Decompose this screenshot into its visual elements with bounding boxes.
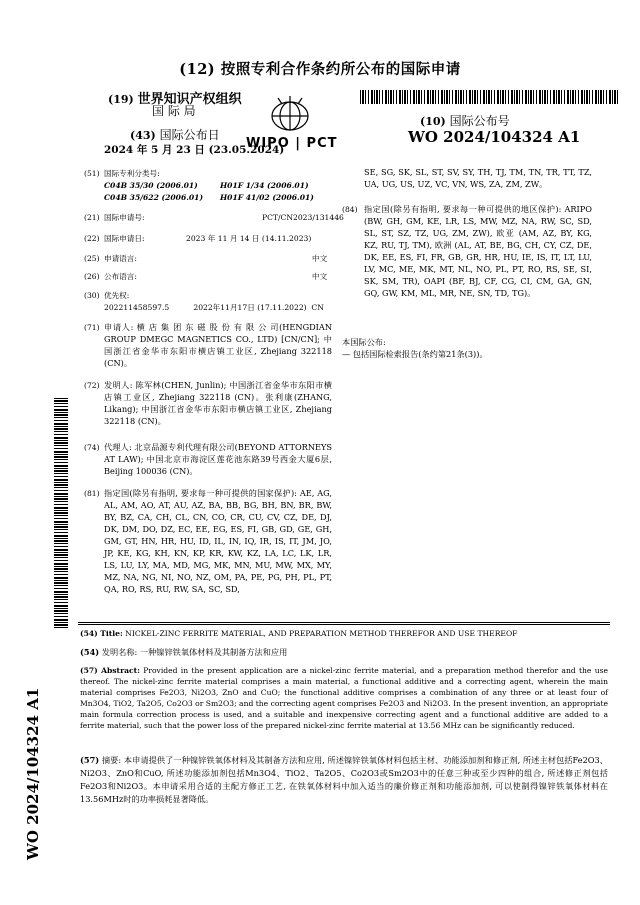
- agent-text: 代理人: 北京品源专利代理有限公司(BEYOND ATTORNEYS AT LAW); 中国北京市海淀区莲花池东路39号西金大厦6层, Beijing 100036 (CN)。: [104, 442, 332, 476]
- abstract-en-num: (57): [80, 666, 98, 675]
- wipo-pct-logo: WIPO | PCT: [246, 136, 338, 151]
- pubdate-label: 国际公布日: [159, 128, 220, 142]
- ipc-r1c2: H01F 1/34 (2006.01): [220, 181, 309, 190]
- filing-label: 国际申请日:: [104, 234, 145, 243]
- designated-nat-cont: SE, SG, SK, SL, ST, SV, SY, TH, TJ, TM, TN, TR, TT, TZ, UA, UG, US, UZ, VC, VN, WS, ZA, ZM, ZW。: [364, 167, 592, 189]
- ipc-r2c1: C04B 35/622 (2006.01): [104, 193, 204, 202]
- pubdate-value: 2024 年 5 月 23 日 (23.05.2024): [104, 144, 285, 156]
- pubdate-num: (43): [130, 129, 156, 142]
- filing-value: 2023 年 11 月 14 日 (14.11.2023): [186, 234, 312, 243]
- appno-num: (21): [84, 213, 100, 222]
- abstract-cn-label: 摘要:: [101, 755, 122, 765]
- title-cn-label: 发明名称:: [101, 647, 138, 657]
- designated-nat-text: 指定国(除另有指明, 要求每一种可提供的国家保护): AE, AG, AL, AM, AO, AT, AU, AZ, BA, BB, BG, BH, BN, BR, BW, BY, BZ, CA, CH, CL, CN, CO, CR, CU, CV, CZ, DE, DJ, DK, DM, DO, DZ, EC, EE, EG, ES, FI, GB, GD, GE, GH, GM, GT, HN, HR, HU, ID, IL, IN, IQ, IR, IS, IT, JM, JO, JP, KE, KG, KH, KN, KP, KR, KW, KZ, LA, LC, LK, LR, LS, LU, LY, MA, MD, MG, MK, MN, MU, MW, MX, MY, MZ, NA, NG, NI, NO, NZ, OM, PA, PE, PG, PH, PL, PT, QA, RO, RS, RU, RW, SA, SC, SD,: [104, 488, 332, 594]
- ipc-num: (51): [84, 169, 100, 178]
- title-cn-num: (54): [80, 647, 100, 657]
- lang-filed-value: 中文: [312, 254, 328, 263]
- published-label: 本国际公布:: [342, 337, 386, 347]
- lang-pub-label: 公布语言:: [104, 272, 137, 281]
- pubno-block: [420, 112, 510, 129]
- pubno-value: WO 2024/104324 A1: [408, 128, 581, 146]
- abstract-cn-text: 本申请提供了一种镍锌铁氧体材料及其制备方法和应用, 所述镍锌铁氧体材料包括主材、功能添加剂和修正剂, 所述主材包括Fe2O3、Ni2O3、ZnO和CuO, 所述功能添加剂包括Mn3O4、TiO2、Ta2O5、Co2O3或Sm2O3中的任意三种或至少四种的组合, 所述修正剂包括Fe2O3和Ni2O3。本申请采用合适的主配方修正工艺, 在铁氧体材料中加入适当的廉价修正剂和功能添加剂, 可以使制得镍锌铁氧体材料在13.56MHz时的功率损耗显著降低。: [80, 755, 608, 804]
- abstract-en: [80, 665, 608, 731]
- title-cn-line: [80, 646, 610, 658]
- applicant-num: (71): [84, 323, 100, 332]
- appno-value: PCT/CN2023/131446: [262, 213, 344, 222]
- appno-label: 国际申请号:: [104, 213, 145, 222]
- designated-reg-text: 指定国(除另有指明, 要求每一种可提供的地区保护): ARIPO (BW, GH, GM, KE, LR, LS, MW, MZ, NA, RW, SC, SD, SL, ST, SZ, TZ, UG, ZM, ZW), 欧亚 (AM, AZ, BY, KG, KZ, RU, TJ, TM), 欧洲 (AL, AT, BE, BG, CH, CY, CZ, DE, DK, EE, ES, FI, FR, GB, GR, HR, HU, IE, IS, IT, LT, LU, LV, MC, ME, MK, MT, NL, NO, PL, PT, RO, RS, SE, SI, SK, SM, TR), OAPI (BF, BJ, CF, CG, CI, CM, GA, GN, GQ, GW, KM, ML, MR, NE, SN, TD, TG)。: [364, 204, 592, 298]
- ipc-label: 国际专利分类号:: [104, 169, 160, 178]
- abstract-cn: [80, 754, 608, 806]
- pubno-num: (10): [420, 115, 446, 128]
- wipo-emblem-icon: [264, 94, 316, 134]
- abstract-cn-num: (57): [80, 755, 100, 765]
- divider-top-2: [78, 624, 610, 625]
- divider-top: [78, 622, 610, 623]
- lang-pub-value: 中文: [312, 272, 328, 281]
- org-num: (19): [108, 93, 134, 106]
- designated-nat-num: (81): [84, 489, 100, 498]
- priority-label: 优先权:: [104, 291, 130, 300]
- vertical-barcode-icon: [54, 398, 68, 630]
- abstract-en-label: Abstract:: [101, 666, 140, 675]
- filing-num: (22): [84, 234, 100, 243]
- published-item: — 包括国际检索报告(条约第21条(3))。: [342, 349, 488, 359]
- pubno-label: 国际公布号: [449, 114, 510, 128]
- inventors-num: (72): [84, 381, 100, 390]
- ipc-r2c2: H01F 41/02 (2006.01): [220, 193, 314, 202]
- pubdate-block: [130, 126, 220, 143]
- org-name: 世界知识产权组织: [137, 92, 242, 107]
- abstract-en-text: Provided in the present application are a nickel-zinc ferrite material, and a preparation method therefor and the use thereof. The nickel-zinc ferrite material comprises a main material, a functional additive and a correcting agent, wherein the main material comprises Fe2O3, Ni2O3, ZnO and CuO; the functional additive comprises a combination of any three or at least four of Mn3O4, TiO2, Ta2O5, Co2O3 or Sm2O3; and the correcting agent comprises Fe2O3 and Ni2O3. In the present invention, an appropriate main formula correction process is used, and a suitable and inexpensive correcting agent and a functional additive are added to a ferrite material, such that the power loss of the prepared nickel-zinc ferrite material at 13.56 MHz can be significantly reduced.: [80, 666, 609, 730]
- priority-num: (30): [84, 291, 100, 300]
- side-publication-number: WO 2024/104324 A1: [24, 687, 42, 860]
- title-en-text: NICKEL-ZINC FERRITE MATERIAL, AND PREPARATION METHOD THEREFOR AND USE THEREOF: [125, 629, 518, 638]
- title-en-label: Title:: [100, 629, 123, 638]
- title-en-num: (54): [80, 629, 98, 638]
- title-cn-text: 一种镍锌铁氧体材料及其制备方法和应用: [139, 647, 288, 657]
- agent-num: (74): [84, 443, 100, 452]
- lang-pub-num: (26): [84, 272, 100, 281]
- applicant-text: 申请人: 横 店 集 团 东 磁 股 份 有 限 公 司(HENGDIAN GROUP DMEGC MAGNETICS CO., LTD) [CN/CN]; 中国浙江省金华市东阳市横店镇工业区, Zhejiang 322118 (CN)。: [104, 322, 332, 368]
- designated-reg-num: (84): [342, 205, 358, 214]
- document-title: (12) 按照专利合作条约所公布的国际申请: [179, 61, 461, 78]
- title-en-line: [80, 628, 610, 639]
- priority-value: 202211458597.5 2022年11月17日 (17.11.2022) CN: [104, 303, 324, 312]
- barcode-icon: [360, 90, 620, 104]
- ipc-r1c1: C04B 35/30 (2006.01): [104, 181, 198, 190]
- inventors-text: 发明人: 陈军林(CHEN, Junlin); 中国浙江省金华市东阳市横店镇工业区, Zhejiang 322118 (CN)。张利康(ZHANG, Likang); 中国浙江省金华市东阳市横店镇工业区, Zhejiang 322118 (CN)。: [104, 380, 332, 426]
- lang-filed-label: 申请语言:: [104, 254, 137, 263]
- org-sub: 国 际 局: [152, 104, 196, 118]
- lang-filed-num: (25): [84, 254, 100, 263]
